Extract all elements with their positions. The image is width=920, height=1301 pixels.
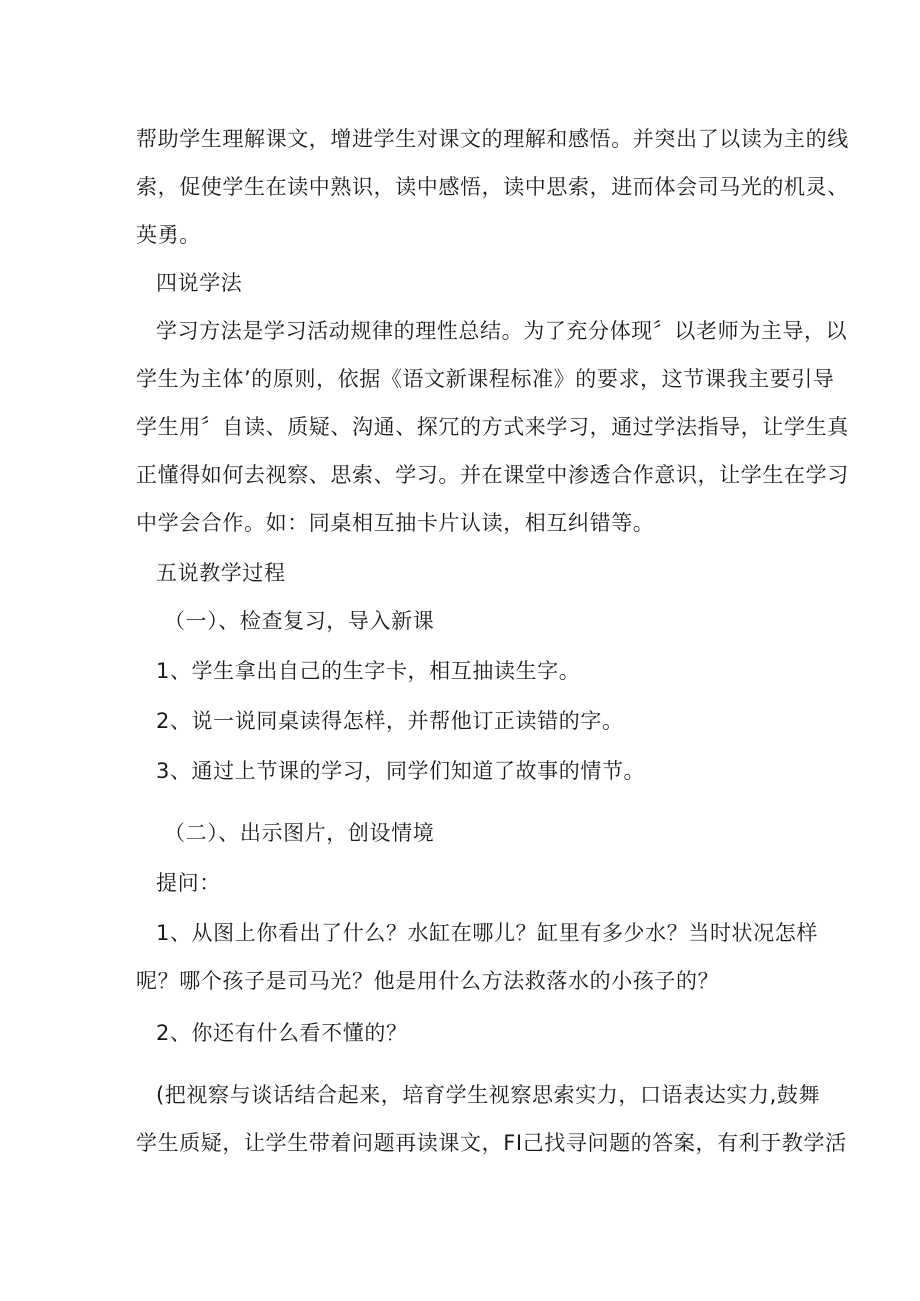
section5-heading: 五说教学过程	[156, 561, 286, 585]
part1-item-1: 1、学生拿出自己的生字卡，相互抽读生字。	[156, 659, 581, 683]
part1-heading: （一）、检查复习，导入新课	[164, 609, 435, 633]
part2-note-line-1: (把视察与谈话结合起来，培育学生视察思索实力，口语表达实力,鼓舞	[156, 1083, 821, 1107]
intro-line-3: 英勇。	[136, 223, 201, 247]
part1-item-3: 3、通过上节课的学习，同学们知道了故事的情节。	[156, 759, 646, 783]
section4-line-2: 学生为主体’的原则，依据《语文新课程标准》的要求，这节课我主要引导	[136, 367, 835, 391]
part2-question-2: 2、你还有什么看不懂的？	[156, 1021, 408, 1045]
part2-note-line-2: 学生质疑，让学生带着问题再读课文，FI己找寻问题的答案，有利于教学活	[136, 1131, 847, 1155]
section4-line-3: 学生用〞自读、质疑、沟通、探冗的方式来学习，通过学法指导，让学生真	[136, 415, 849, 439]
intro-line-1: 帮助学生理解课文，增进学生对课文的理解和感悟。并突出了以读为主的线	[136, 127, 849, 151]
section4-heading: 四说学法	[156, 271, 243, 295]
section4-line-5: 中学会合作。如：同桌相互抽卡片认读，相互纠错等。	[136, 511, 655, 535]
part1-item-2: 2、说一说同桌读得怎样，并帮他订正读错的字。	[156, 709, 624, 733]
section4-line-4: 正懂得如何去视察、思索、学习。并在课堂中渗透合作意识，让学生在学习	[136, 463, 849, 487]
part2-heading: （二）、出示图片，创设情境	[164, 821, 435, 845]
intro-line-2: 索，促使学生在读中熟识，读中感悟，读中思索，进而体会司马光的机灵、	[136, 175, 849, 199]
section4-line-1: 学习方法是学习活动规律的理性总结。为了充分体现〞以老师为主导，以	[156, 319, 848, 343]
part2-question-1-line-1: 1、从图上你看出了什么？水缸在哪儿？缸里有多少水？当时状况怎样	[156, 921, 818, 945]
part2-question-1-line-2: 呢？哪个孩子是司马光？他是用什么方法救落水的小孩子的？	[136, 969, 720, 993]
part2-prompt: 提问：	[156, 871, 221, 895]
